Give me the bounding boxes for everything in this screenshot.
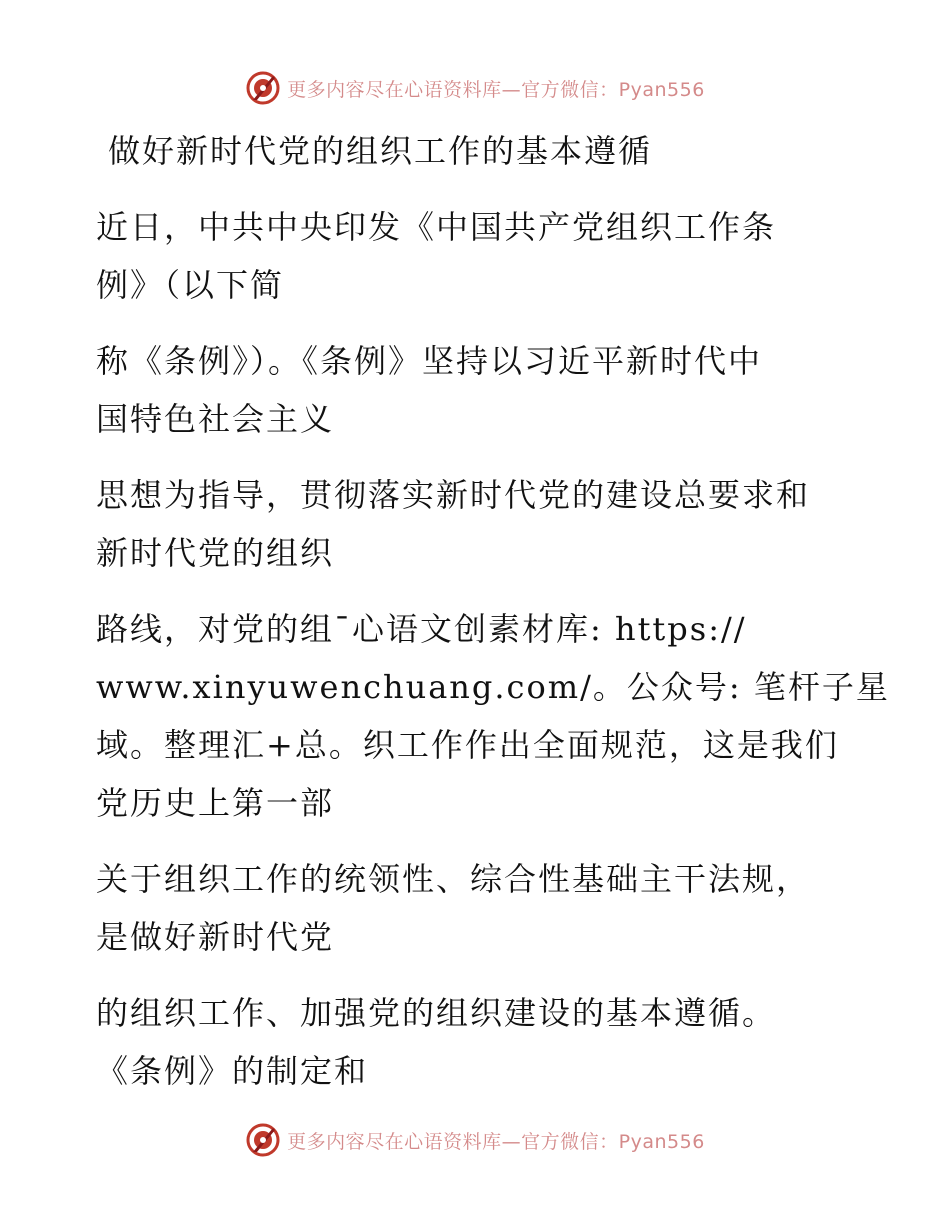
paragraph-2-line-1: 称《条例》）。《条例》坚持以习近平新时代中 bbox=[96, 342, 763, 380]
paragraph-3-line-2: 新时代党的组织 bbox=[96, 534, 335, 572]
paragraph-4-line-2: www.xinyuwenchuang.com/。公众号: 笔杆子星 bbox=[96, 668, 890, 706]
paragraph-4-line-4: 党历史上第一部 bbox=[96, 784, 335, 822]
paragraph-3-line-1: 思想为指导，贯彻落实新时代党的建设总要求和 bbox=[96, 476, 811, 514]
document-body bbox=[96, 122, 890, 1100]
paragraph-6-line-1: 的组织工作、加强党的组织建设的基本遵循。 bbox=[96, 994, 777, 1032]
paragraph-4-line-1: 路线，对党的组¯心语文创素材库: https:// bbox=[96, 610, 747, 648]
paragraph-4-line-3: 域。整理汇+总。织工作作出全面规范，这是我们 bbox=[96, 726, 839, 764]
footer-banner-text: 更多内容尽在心语资料库—官方微信：Pyan556 bbox=[287, 1130, 705, 1153]
footer-banner bbox=[0, 1122, 950, 1158]
paragraph-2-line-2: 国特色社会主义 bbox=[96, 400, 335, 438]
paragraph-6-line-2: 《条例》的制定和 bbox=[96, 1052, 369, 1090]
red-quill-circle-icon bbox=[245, 70, 281, 106]
paragraph-5-line-2: 是做好新时代党 bbox=[96, 918, 335, 956]
header-banner bbox=[0, 70, 950, 106]
red-quill-circle-icon bbox=[245, 1122, 281, 1158]
document-title: 做好新时代党的组织工作的基本遵循 bbox=[108, 132, 653, 170]
paragraph-1-line-2: 例》（以下简 bbox=[96, 266, 285, 304]
paragraph-1-line-1: 近日，中共中央印发《中国共产党组织工作条 bbox=[96, 208, 777, 246]
paragraph-5-line-1: 关于组织工作的统领性、综合性基础主干法规， bbox=[96, 860, 811, 898]
header-banner-text: 更多内容尽在心语资料库—官方微信：Pyan556 bbox=[287, 78, 705, 101]
